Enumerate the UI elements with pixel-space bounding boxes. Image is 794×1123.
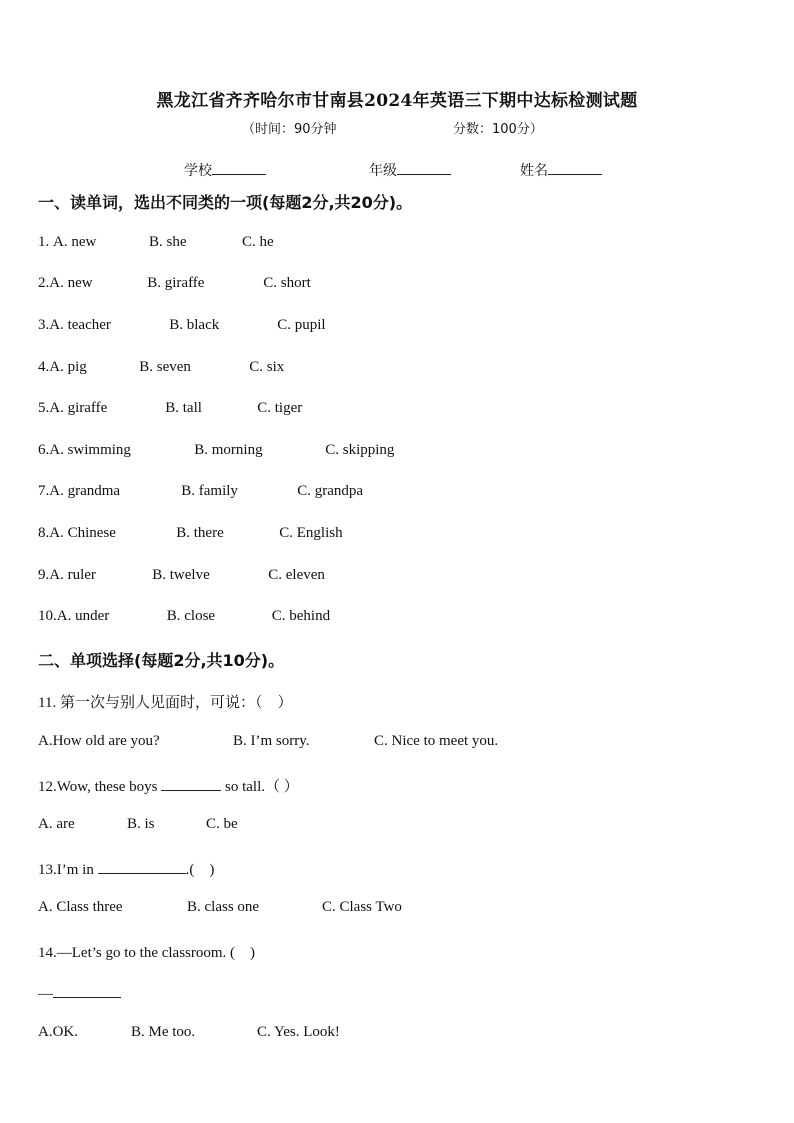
option-b[interactable]: B. I’m sorry. <box>233 733 310 749</box>
question-14-stem: 14.—Let’s go to the classroom. ( ) <box>38 945 256 961</box>
option-b[interactable]: B. Me too. <box>131 1024 196 1040</box>
exam-score: 分数：100分） <box>453 122 543 137</box>
name-label: 姓名 <box>520 163 548 179</box>
exam-time: （时间：90分钟 <box>242 122 337 137</box>
option-b[interactable]: B. close <box>166 608 216 624</box>
section-2-heading: 二、单项选择(每题2分,共10分)。 <box>38 651 285 670</box>
question-12-text-end: so tall.（ ） <box>221 779 299 795</box>
option-b[interactable]: B. she <box>149 234 187 250</box>
option-a[interactable]: A. teacher <box>49 317 111 333</box>
option-b[interactable]: B. giraffe <box>147 275 205 291</box>
option-b[interactable]: B. class one <box>187 899 260 915</box>
option-c[interactable]: C. English <box>279 525 343 541</box>
option-c[interactable]: C. be <box>206 816 238 832</box>
question-number: 2. <box>38 275 50 291</box>
option-a[interactable]: A. giraffe <box>49 400 108 416</box>
question-number: 10. <box>38 608 57 624</box>
option-c[interactable]: C. six <box>249 359 285 375</box>
question-number: 3. <box>38 317 50 333</box>
question-number: 4. <box>38 359 50 375</box>
question-8 <box>38 525 343 542</box>
question-number: 9. <box>38 567 50 583</box>
school-label: 学校 <box>184 163 212 179</box>
option-a[interactable]: A. new <box>53 234 97 250</box>
grade-label: 年级 <box>369 163 397 179</box>
option-a[interactable]: A. Chinese <box>49 525 116 541</box>
option-a[interactable]: A. new <box>49 275 93 291</box>
name-field <box>520 160 602 180</box>
option-a[interactable]: A. swimming <box>49 442 131 458</box>
answer-blank[interactable] <box>53 983 121 998</box>
question-number: 6. <box>38 442 50 458</box>
option-c[interactable]: C. grandpa <box>297 483 364 499</box>
answer-blank[interactable] <box>161 776 221 791</box>
option-c[interactable]: C. short <box>263 275 311 291</box>
question-11-options <box>38 733 498 750</box>
school-field <box>184 160 266 180</box>
question-4 <box>38 359 284 376</box>
question-6 <box>38 442 394 459</box>
option-c[interactable]: C. pupil <box>277 317 326 333</box>
option-a[interactable]: A. are <box>38 816 75 832</box>
question-10 <box>38 608 330 625</box>
option-a[interactable]: A. pig <box>49 359 87 375</box>
option-a[interactable]: A.How old are you? <box>38 733 160 749</box>
question-13-text-end: .( ) <box>185 862 215 878</box>
question-14-options <box>38 1024 340 1041</box>
option-b[interactable]: B. tall <box>165 400 202 416</box>
option-b[interactable]: B. family <box>181 483 238 499</box>
question-9 <box>38 567 325 584</box>
grade-blank[interactable] <box>397 160 451 175</box>
question-1 <box>38 234 274 251</box>
question-number: 1. <box>38 234 53 250</box>
question-number: 8. <box>38 525 50 541</box>
question-12-stem <box>38 775 299 796</box>
option-c[interactable]: C. tiger <box>257 400 303 416</box>
question-13-stem <box>38 858 214 879</box>
option-c[interactable]: C. he <box>242 234 274 250</box>
question-2 <box>38 275 311 292</box>
option-b[interactable]: B. is <box>127 816 155 832</box>
option-b[interactable]: B. twelve <box>152 567 210 583</box>
option-c[interactable]: C. skipping <box>325 442 395 458</box>
question-12-options <box>38 816 238 833</box>
option-b[interactable]: B. seven <box>139 359 191 375</box>
question-13-text: 13.I’m in <box>38 862 98 878</box>
question-12-text: 12.Wow, these boys <box>38 779 162 795</box>
question-3 <box>38 317 326 334</box>
option-a[interactable]: A. under <box>56 608 110 624</box>
option-a[interactable]: A.OK. <box>38 1024 78 1040</box>
question-11-stem: 11. 第一次与别人见面时，可说：（ ） <box>38 695 293 711</box>
name-blank[interactable] <box>548 160 602 175</box>
section-1-heading: 一、读单词，选出不同类的一项(每题2分,共20分)。 <box>38 193 413 212</box>
option-c[interactable]: C. Yes. Look! <box>257 1024 340 1040</box>
question-number: 7. <box>38 483 50 499</box>
option-a[interactable]: A. grandma <box>49 483 121 499</box>
grade-field <box>369 160 451 180</box>
option-a[interactable]: A. ruler <box>49 567 96 583</box>
question-14-reply <box>38 983 121 1003</box>
question-5 <box>38 400 302 417</box>
option-c[interactable]: C. Class Two <box>322 899 402 915</box>
question-7 <box>38 483 363 500</box>
question-13-options <box>38 899 402 916</box>
option-c[interactable]: C. eleven <box>268 567 325 583</box>
question-number: 5. <box>38 400 50 416</box>
option-b[interactable]: B. morning <box>194 442 263 458</box>
option-a[interactable]: A. Class three <box>38 899 123 915</box>
option-b[interactable]: B. black <box>169 317 220 333</box>
option-c[interactable]: C. behind <box>271 608 331 624</box>
page-title: 黑龙江省齐齐哈尔市甘南县2024年英语三下期中达标检测试题 <box>156 91 638 111</box>
reply-dash: — <box>38 986 53 1002</box>
answer-blank[interactable] <box>98 859 186 874</box>
school-blank[interactable] <box>212 160 266 175</box>
option-b[interactable]: B. there <box>176 525 224 541</box>
option-c[interactable]: C. Nice to meet you. <box>374 733 499 749</box>
